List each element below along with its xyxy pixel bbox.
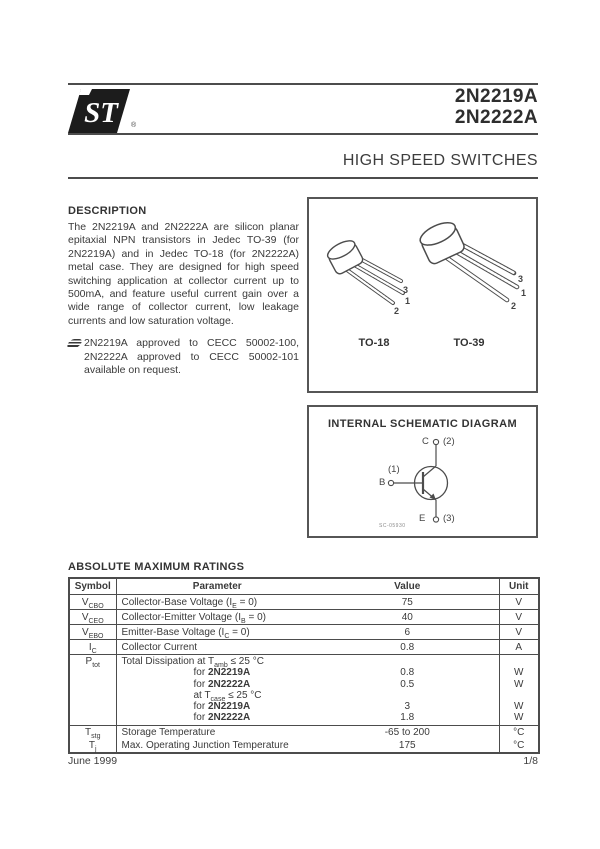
to39-pin-2: 2: [511, 301, 517, 311]
parameter: Collector Current: [116, 640, 316, 655]
table-row: $I_C$ Collector Current 0.8 A: [69, 640, 539, 655]
symbol: V: [81, 611, 89, 623]
base-label: B: [379, 477, 386, 488]
value: 75: [316, 595, 499, 610]
parameter: Storage Temperature: [116, 725, 316, 739]
table-row-ptot: $P_{tot}$ Total Dissipation at $T_{amb} \le 25$ °C for 2N2219A for 2N2222A at $T_{case} \le 25$ °C for 2N2219A for 2N2222A 0.8 0.5 3 1.8 W W W W: [69, 655, 539, 726]
col-parameter: Parameter: [192, 581, 242, 592]
header-mid-rule: [68, 133, 538, 135]
table-row: $V_{CBO}$ Collector-Base Voltage $(I_E = 0)$ 75 V: [69, 595, 539, 610]
to18-pin-2: 2: [394, 306, 400, 316]
col-value: Value: [394, 581, 421, 592]
part-numbers: [455, 86, 538, 128]
footer-page-number: 1/8: [523, 755, 538, 767]
package-box: [307, 197, 538, 393]
table-row: $T_j$ Max. Operating Junction Temperature 175 °C: [69, 739, 539, 753]
description-heading: DESCRIPTION: [68, 205, 147, 217]
value: 0.8: [316, 640, 499, 655]
description-section: [68, 205, 299, 377]
cecc-note: [68, 337, 299, 377]
unit: °C: [499, 739, 539, 753]
st-wings-icon: [66, 339, 84, 348]
symbol: I: [88, 641, 92, 653]
value: -65 to 200: [316, 725, 499, 739]
col-symbol: Symbol: [69, 578, 116, 595]
part-number-1: 2N2219A: [454, 86, 538, 107]
col-unit: Unit: [499, 578, 539, 595]
to39-pin-1: 1: [521, 288, 527, 298]
unit: V: [499, 625, 539, 640]
table-row: $V_{EBO}$ Emitter-Base Voltage $(I_C = 0)$ 6 V: [69, 625, 539, 640]
unit: W W W W: [499, 655, 539, 726]
to39-pin-3: 3: [518, 274, 524, 284]
to18-can: [325, 237, 364, 275]
cecc-note-text: 2N2219A approved to CECC 50002-100, 2N2222A approved to CECC 50002-101 available on request.: [84, 337, 299, 377]
emitter-label: E: [419, 513, 426, 524]
collector-pin: (2): [443, 436, 455, 447]
description-body: The 2N2219A and 2N2222A are silicon planar epitaxial NPN transistors in Jedec TO-39 (for 2N2219A) and in Jedec TO-18 (for 2N2222A) metal case. They are designed for high speed switching application at collector current up to 500mA, and feature useful current gain over a wide range of collector current, low leakage currents and low saturation voltage.: [68, 221, 299, 327]
st-logo-icon: [68, 89, 130, 138]
header-top-rule: [68, 83, 538, 85]
abs-max-ratings-table: [68, 577, 540, 754]
value: 40: [316, 610, 499, 625]
parameter: Total Dissipation at $T_{amb} \le 25$ °C for 2N2219A for 2N2222A at $T_{case} \le 25$ °C for 2N2219A for 2N2222A: [116, 655, 316, 726]
table-header-row: [69, 578, 539, 595]
to39-label: TO-39: [453, 337, 485, 349]
emitter-pin: (3): [443, 513, 455, 524]
ratings-heading: ABSOLUTE MAXIMUM RATINGS: [68, 561, 245, 573]
part-number-2: 2N2222A: [454, 107, 538, 128]
document-title: HIGH SPEED SWITCHES: [342, 152, 538, 169]
parameter: Collector-Base Voltage $(I_E = 0)$: [116, 595, 316, 610]
schematic-box: [307, 405, 538, 538]
schematic-code: SC-05930: [379, 523, 406, 529]
unit: °C: [499, 725, 539, 739]
to18-label: TO-18: [358, 337, 390, 349]
parameter: Collector-Emitter Voltage $(I_B = 0)$: [116, 610, 316, 625]
symbol: T: [88, 739, 96, 751]
symbol: T: [85, 726, 92, 738]
to39-can: [417, 218, 466, 265]
schematic-title: INTERNAL SCHEMATIC DIAGRAM: [327, 418, 518, 430]
unit: V: [499, 595, 539, 610]
footer-date: June 1999: [68, 755, 118, 767]
to18-pin-3: 3: [403, 285, 409, 295]
unit: A: [499, 640, 539, 655]
table-row: $V_{CEO}$ Collector-Emitter Voltage $(I_B = 0)$ 40 V: [69, 610, 539, 625]
svg-text:ST: ST: [84, 97, 118, 129]
collector-label: C: [422, 436, 429, 447]
registered-mark: ®: [131, 122, 137, 129]
parameter: Max. Operating Junction Temperature: [121, 739, 289, 751]
table-row: $T_{stg}$ Storage Temperature -65 to 200 °C: [69, 725, 539, 739]
value: 6: [316, 625, 499, 640]
parameter: Emitter-Base Voltage $(I_C = 0)$: [116, 625, 316, 640]
base-pin: (1): [388, 464, 400, 475]
symbol: V: [82, 626, 89, 638]
symbol: V: [81, 596, 89, 608]
value: 175: [398, 739, 416, 751]
value: 0.8 0.5 3 1.8: [316, 655, 499, 726]
title-rule: [68, 177, 538, 179]
unit: V: [499, 610, 539, 625]
symbol: P: [85, 656, 93, 667]
to18-pin-1: 1: [405, 296, 411, 306]
